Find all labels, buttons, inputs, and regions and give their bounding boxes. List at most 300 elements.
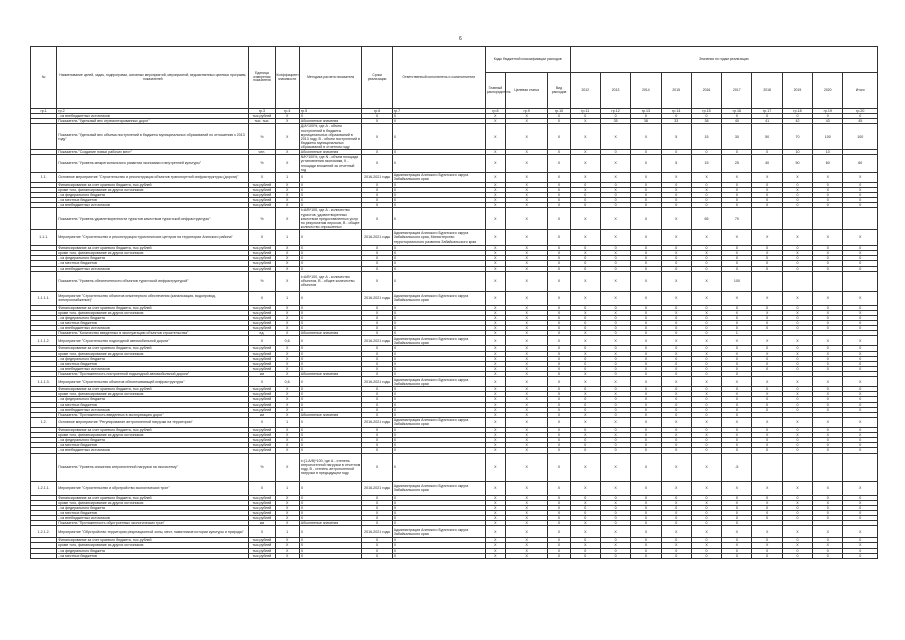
- table-cell: 0: [631, 155, 661, 173]
- table-cell: X: [392, 443, 485, 448]
- table-cell: 0: [813, 538, 843, 543]
- table-cell: тыс.рублей: [249, 433, 275, 438]
- table-cell: X: [392, 114, 485, 119]
- table-cell: 60: [843, 155, 878, 173]
- table-cell: 0: [722, 553, 752, 558]
- table-cell: Показатель "Протяженность построенной подъездной автомобильной дороги": [57, 372, 249, 377]
- table-cell: 0: [782, 366, 812, 371]
- table-cell: X: [505, 433, 547, 438]
- table-cell: X: [249, 172, 275, 182]
- table-cell: X: [485, 331, 505, 336]
- table-cell: 0: [570, 346, 600, 351]
- table-cell: X: [548, 543, 570, 548]
- table-header: [31, 47, 878, 109]
- table-cell: 0: [752, 346, 782, 351]
- table-cell: Финансирование за счет краевого бюджета, тыс.рублей: [57, 538, 249, 543]
- table-cell: 0: [782, 326, 812, 331]
- table-cell: X: [752, 310, 782, 315]
- table-cell: 0: [570, 326, 600, 331]
- table-cell: тыс.рублей: [249, 392, 275, 397]
- table-cell: X: [392, 438, 485, 443]
- table-cell: X: [505, 402, 547, 407]
- table-cell: 0: [691, 438, 721, 443]
- table-cell: X: [485, 251, 505, 256]
- table-cell: X: [362, 495, 392, 500]
- table-cell: 0: [843, 427, 878, 432]
- table-cell: X: [392, 321, 485, 326]
- table-cell: 0: [782, 361, 812, 366]
- table-cell: 35: [600, 119, 630, 124]
- table-cell: X: [600, 377, 630, 387]
- table-cell: X: [505, 208, 547, 230]
- table-cell: 0: [782, 516, 812, 521]
- table-cell: 10: [813, 150, 843, 155]
- table-cell: ед.: [249, 331, 275, 336]
- table-cell: X: [548, 433, 570, 438]
- col-year: 2016: [691, 73, 721, 109]
- table-cell: X: [485, 402, 505, 407]
- table-cell: X: [485, 553, 505, 558]
- table-cell: 0: [631, 198, 661, 203]
- table-cell: X: [548, 392, 570, 397]
- table-cell: X: [782, 433, 812, 438]
- table-cell: 0: [722, 521, 752, 526]
- table-cell: X: [299, 481, 362, 495]
- table-cell: 0: [570, 182, 600, 187]
- table-cell: 0: [631, 387, 661, 392]
- table-cell: X: [485, 230, 505, 246]
- table-cell: X: [631, 172, 661, 182]
- table-cell: X: [722, 433, 752, 438]
- table-cell: 0: [570, 402, 600, 407]
- table-cell: 0: [691, 521, 721, 526]
- table-cell: 0: [722, 412, 752, 417]
- table-cell: 0: [661, 548, 691, 553]
- table-cell: 0: [722, 510, 752, 515]
- table-cell: X: [275, 187, 299, 192]
- table-cell: 0: [661, 150, 691, 155]
- table-cell: X: [505, 331, 547, 336]
- table-cell: тыс.рублей: [249, 510, 275, 515]
- table-cell: X: [299, 246, 362, 251]
- table-cell: 0: [722, 516, 752, 521]
- table-cell: тыс.рублей: [249, 366, 275, 371]
- table-cell: X: [485, 326, 505, 331]
- table-cell: 0: [813, 397, 843, 402]
- table-cell: 0: [752, 203, 782, 208]
- table-cell: 0: [600, 203, 630, 208]
- table-cell: 0: [782, 182, 812, 187]
- table-cell: X: [843, 377, 878, 387]
- table-cell: X: [570, 392, 600, 397]
- table-cell: чел.: [249, 150, 275, 155]
- table-cell: X: [548, 495, 570, 500]
- table-cell: 0: [722, 266, 752, 271]
- table-cell: X: [691, 377, 721, 387]
- table-cell: 0: [631, 203, 661, 208]
- table-cell: 0: [752, 495, 782, 500]
- table-cell: X: [299, 553, 362, 558]
- table-cell: 0: [631, 246, 661, 251]
- table-cell: Абсолютные значения: [299, 119, 362, 124]
- table-cell: гр.1: [31, 109, 57, 114]
- table-cell: 0: [752, 448, 782, 453]
- table-cell: 0: [813, 193, 843, 198]
- table-cell: X: [570, 208, 600, 230]
- table-cell: X: [843, 481, 878, 495]
- table-cell: [782, 208, 812, 230]
- table-cell: 0: [631, 331, 661, 336]
- table-cell: X: [505, 366, 547, 371]
- col-year: 2018: [752, 73, 782, 109]
- table-cell: 0: [570, 246, 600, 251]
- table-cell: 0: [722, 203, 752, 208]
- table-cell: 0: [570, 407, 600, 412]
- table-cell: X: [392, 521, 485, 526]
- table-cell: X: [548, 505, 570, 510]
- table-cell: 0: [691, 114, 721, 119]
- table-cell: гр.11: [570, 109, 600, 114]
- table-cell: 0: [661, 448, 691, 453]
- table-cell: 0: [813, 326, 843, 331]
- table-cell: 0: [691, 516, 721, 521]
- table-cell: - из внебюджетных источников: [57, 266, 249, 271]
- table-cell: X: [661, 187, 691, 192]
- table-cell: X: [505, 372, 547, 377]
- table-cell: Финансирование за счет краевого бюджета, тыс.рублей: [57, 387, 249, 392]
- table-cell: гр.3: [249, 109, 275, 114]
- table-cell: X: [752, 251, 782, 256]
- table-cell: X: [299, 543, 362, 548]
- table-cell: 0: [722, 246, 752, 251]
- table-cell: X: [275, 397, 299, 402]
- table-cell: 0: [691, 443, 721, 448]
- table-cell: X: [548, 271, 570, 291]
- table-cell: X: [485, 291, 505, 305]
- table-cell: X: [505, 543, 547, 548]
- table-cell: 0: [843, 261, 878, 266]
- table-cell: 0: [570, 203, 600, 208]
- table-cell: - из федерального бюджета: [57, 356, 249, 361]
- table-cell: X: [485, 516, 505, 521]
- table-cell: 0: [752, 315, 782, 320]
- table-cell: X: [392, 407, 485, 412]
- table-cell: 0: [813, 407, 843, 412]
- table-cell: 0: [813, 443, 843, 448]
- table-cell: X: [275, 510, 299, 515]
- table-cell: тыс.рублей: [249, 266, 275, 271]
- table-cell: 0: [600, 266, 630, 271]
- table-cell: X: [485, 495, 505, 500]
- table-cell: 0: [782, 198, 812, 203]
- table-cell: Администрация Агинского Бурятского округа Забайкальского края: [392, 526, 485, 538]
- table-cell: X: [548, 182, 570, 187]
- table-cell: 0: [691, 326, 721, 331]
- table-cell: X: [505, 193, 547, 198]
- table-cell: 0: [722, 326, 752, 331]
- col-grbs: Главный распорядитель: [485, 73, 505, 109]
- table-cell: 65: [691, 208, 721, 230]
- table-cell: тыс.рублей: [249, 305, 275, 310]
- table-cell: X: [505, 443, 547, 448]
- table-cell: [31, 155, 57, 173]
- table-cell: X: [843, 251, 878, 256]
- table-cell: 0: [631, 256, 661, 261]
- table-cell: 0: [843, 402, 878, 407]
- table-cell: X: [249, 291, 275, 305]
- table-cell: 0: [600, 521, 630, 526]
- table-cell: 0: [752, 387, 782, 392]
- table-cell: 0: [570, 548, 600, 553]
- table-cell: гр.20: [843, 109, 878, 114]
- table-cell: X: [249, 336, 275, 346]
- table-cell: X: [362, 261, 392, 266]
- table-cell: Показатель "Удельный вес отремонтированных дорог": [57, 119, 249, 124]
- table-cell: X: [485, 155, 505, 173]
- table-cell: 0: [813, 553, 843, 558]
- table-cell: 2016-2021 годы: [362, 336, 392, 346]
- table-cell: 0: [570, 553, 600, 558]
- table-cell: 0: [722, 182, 752, 187]
- table-cell: X: [661, 526, 691, 538]
- table-cell: 0: [570, 495, 600, 500]
- table-cell: X: [505, 198, 547, 203]
- table-cell: X: [600, 336, 630, 346]
- table-cell: гр.13: [631, 109, 661, 114]
- table-cell: 0: [843, 548, 878, 553]
- table-cell: 0: [752, 114, 782, 119]
- table-cell: гр.10: [548, 109, 570, 114]
- table-cell: 1: [275, 417, 299, 427]
- table-cell: X: [362, 505, 392, 510]
- table-cell: X: [570, 526, 600, 538]
- table-cell: X: [505, 438, 547, 443]
- table-cell: X: [362, 543, 392, 548]
- table-cell: 0: [691, 182, 721, 187]
- table-cell: X: [362, 331, 392, 336]
- table-cell: 0: [843, 387, 878, 392]
- table-cell: гр.9: [505, 109, 547, 114]
- table-cell: X: [275, 124, 299, 150]
- table-cell: X: [485, 150, 505, 155]
- table-cell: 70: [782, 124, 812, 150]
- table-cell: X: [661, 172, 691, 182]
- table-cell: X: [661, 433, 691, 438]
- table-cell: 0: [631, 346, 661, 351]
- table-cell: 0: [631, 182, 661, 187]
- table-row: [31, 124, 878, 150]
- table-cell: 0: [782, 402, 812, 407]
- table-cell: 50: [752, 124, 782, 150]
- table-cell: X: [485, 392, 505, 397]
- table-cell: 0: [570, 261, 600, 266]
- table-cell: тыс.рублей: [249, 315, 275, 320]
- table-cell: X: [782, 351, 812, 356]
- table-cell: X: [691, 230, 721, 246]
- table-cell: X: [570, 291, 600, 305]
- table-cell: 0: [752, 505, 782, 510]
- table-cell: 0: [752, 256, 782, 261]
- table-cell: 0: [722, 261, 752, 266]
- table-cell: 0: [691, 505, 721, 510]
- table-cell: 0: [691, 553, 721, 558]
- table-cell: X: [505, 114, 547, 119]
- table-cell: X: [362, 114, 392, 119]
- table-cell: X: [299, 538, 362, 543]
- table-cell: X: [362, 500, 392, 505]
- table-cell: X: [782, 230, 812, 246]
- table-cell: тыс.рублей: [249, 203, 275, 208]
- table-cell: км: [249, 372, 275, 377]
- table-cell: тыс.рублей: [249, 448, 275, 453]
- table-cell: X: [485, 187, 505, 192]
- table-cell: X: [362, 372, 392, 377]
- table-cell: Показатель "Уровень обеспеченности объектов туристской инфраструктурой": [57, 271, 249, 291]
- table-cell: 0: [600, 256, 630, 261]
- table-cell: тыс.рублей: [249, 182, 275, 187]
- table-cell: 0: [631, 448, 661, 453]
- table-cell: 0: [661, 407, 691, 412]
- table-cell: X: [392, 543, 485, 548]
- table-cell: тыс.рублей: [249, 543, 275, 548]
- table-cell: X: [299, 361, 362, 366]
- table-cell: X: [661, 481, 691, 495]
- table-cell: X: [275, 392, 299, 397]
- table-cell: 2016-2021 годы: [362, 417, 392, 427]
- table-cell: Абсолютные значения: [299, 150, 362, 155]
- table-cell: X: [485, 505, 505, 510]
- table-cell: X: [275, 538, 299, 543]
- table-cell: X: [782, 251, 812, 256]
- table-cell: X: [275, 448, 299, 453]
- table-cell: X: [275, 361, 299, 366]
- table-cell: X: [691, 392, 721, 397]
- table-cell: X: [570, 119, 600, 124]
- table-cell: 0: [813, 246, 843, 251]
- table-cell: X: [548, 438, 570, 443]
- table-cell: X: [752, 481, 782, 495]
- table-cell: X: [600, 433, 630, 438]
- table-cell: 15: [691, 155, 721, 173]
- col-period: Сроки реализации: [362, 47, 392, 109]
- table-cell: тыс.рублей: [249, 198, 275, 203]
- table-cell: X: [600, 481, 630, 495]
- table-cell: 0: [661, 256, 691, 261]
- table-cell: X: [600, 526, 630, 538]
- table-cell: X: [505, 417, 547, 427]
- table-cell: 0: [843, 266, 878, 271]
- table-cell: Показатель "Создание новых рабочих мест": [57, 150, 249, 155]
- table-cell: X: [691, 526, 721, 538]
- table-row: [31, 417, 878, 427]
- table-cell: X: [275, 261, 299, 266]
- table-cell: 0: [752, 356, 782, 361]
- table-cell: X: [782, 526, 812, 538]
- table-cell: X: [362, 510, 392, 515]
- table-cell: X: [392, 266, 485, 271]
- table-cell: 0: [631, 361, 661, 366]
- table-cell: X: [570, 251, 600, 256]
- table-cell: 0: [782, 397, 812, 402]
- table-cell: X: [548, 336, 570, 346]
- table-row: [31, 526, 878, 538]
- table-cell: X: [505, 315, 547, 320]
- table-cell: X: [661, 310, 691, 315]
- table-cell: X: [722, 417, 752, 427]
- table-cell: 0: [600, 510, 630, 515]
- table-cell: X: [362, 251, 392, 256]
- table-cell: X: [505, 119, 547, 124]
- table-cell: X: [752, 433, 782, 438]
- table-cell: X: [661, 417, 691, 427]
- table-cell: X: [392, 397, 485, 402]
- table-cell: X: [600, 500, 630, 505]
- table-cell: 0: [691, 305, 721, 310]
- table-cell: X: [485, 372, 505, 377]
- table-body: [31, 109, 878, 559]
- table-cell: 0: [631, 193, 661, 198]
- table-cell: X: [782, 172, 812, 182]
- table-cell: X: [392, 356, 485, 361]
- table-cell: X: [631, 271, 661, 291]
- table-cell: X: [722, 543, 752, 548]
- table-cell: X: [392, 305, 485, 310]
- table-cell: X: [249, 417, 275, 427]
- table-cell: X: [813, 230, 843, 246]
- table-cell: X: [392, 246, 485, 251]
- table-cell: X: [275, 208, 299, 230]
- table-cell: X: [722, 500, 752, 505]
- table-cell: X: [548, 187, 570, 192]
- table-cell: 0: [722, 361, 752, 366]
- table-cell: 2016-2021 годы: [362, 230, 392, 246]
- table-cell: X: [548, 266, 570, 271]
- table-cell: Администрация Агинского Бурятского округа Забайкальского края, Министерство территориального развития Забайкальского края: [392, 230, 485, 246]
- table-cell: X: [631, 310, 661, 315]
- table-cell: Д/А*100%, где А - объем поступлений в бюджеты муниципальных образований в 2013 году, В - объем поступлений в бюджеты муниципальных образований в отчетном году: [299, 124, 362, 150]
- table-cell: кроме того, финансирование из других источников:: [57, 500, 249, 505]
- table-cell: 1.1.1.2.: [31, 336, 57, 346]
- table-cell: 0: [752, 397, 782, 402]
- table-cell: X: [485, 315, 505, 320]
- table-cell: X: [570, 150, 600, 155]
- table-cell: 0: [691, 331, 721, 336]
- table-cell: 0: [782, 438, 812, 443]
- table-cell: Показатель "Удельный вес объема поступлений в бюджеты муниципальных образований по отношению к 2013 году": [57, 124, 249, 150]
- table-cell: 0: [813, 182, 843, 187]
- table-cell: 41: [752, 119, 782, 124]
- table-cell: X: [299, 366, 362, 371]
- table-cell: 0: [843, 407, 878, 412]
- table-cell: 0: [691, 315, 721, 320]
- table-cell: 0: [600, 407, 630, 412]
- table-cell: 0: [813, 548, 843, 553]
- table-cell: X: [505, 538, 547, 543]
- table-cell: 0: [570, 387, 600, 392]
- table-cell: 0: [691, 256, 721, 261]
- table-cell: X: [843, 392, 878, 397]
- table-cell: X: [392, 510, 485, 515]
- table-cell: 0: [691, 407, 721, 412]
- table-cell: X: [691, 543, 721, 548]
- table-cell: X: [362, 310, 392, 315]
- table-cell: X: [485, 412, 505, 417]
- table-cell: 0: [843, 326, 878, 331]
- table-cell: 0: [600, 372, 630, 377]
- table-cell: X: [505, 526, 547, 538]
- table-cell: X: [505, 548, 547, 553]
- table-cell: X: [843, 500, 878, 505]
